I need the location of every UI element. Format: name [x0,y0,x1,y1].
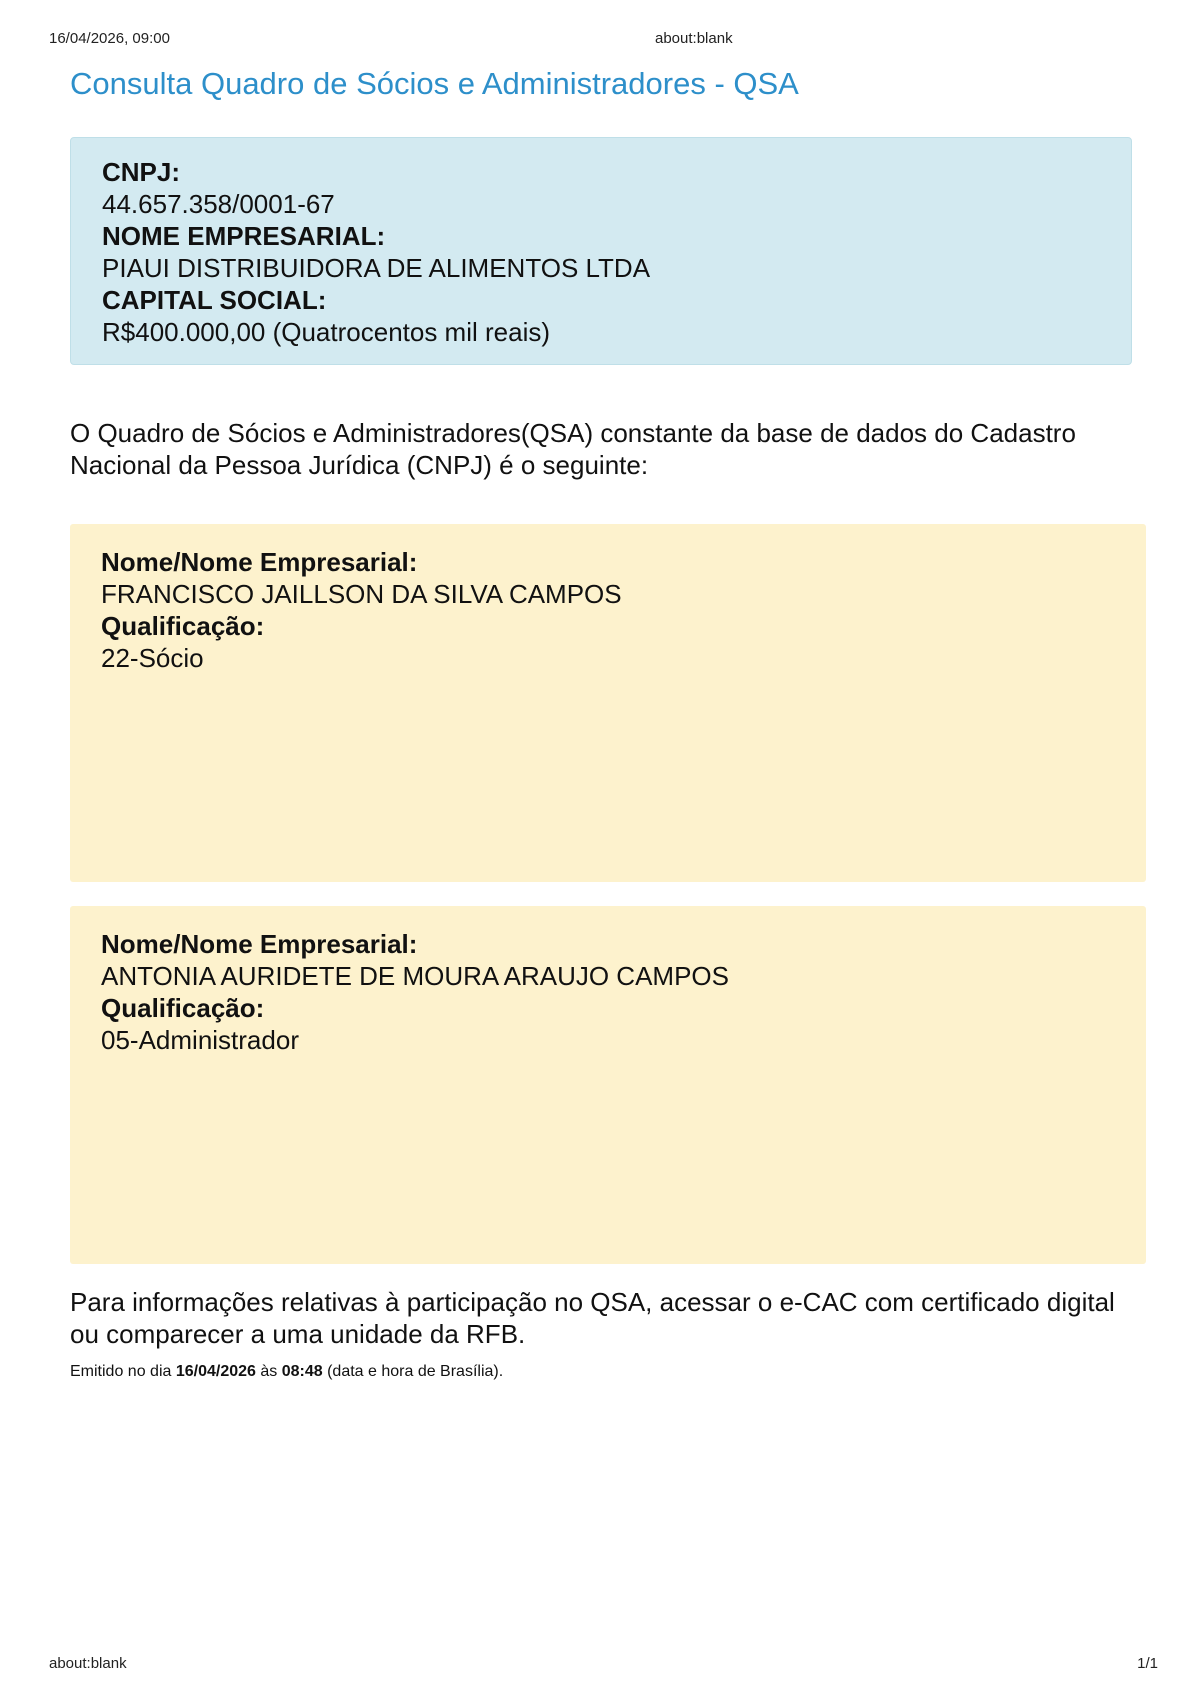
partner-card [70,524,1146,882]
page-title: Consulta Quadro de Sócios e Administradores - QSA [70,66,799,101]
partner-role-label: Qualificação: [101,611,265,641]
capital-value: R$400.000,00 (Quatrocentos mil reais) [102,317,551,347]
intro-text: O Quadro de Sócios e Administradores(QSA) constante da base de dados do Cadastro Nacional da Pessoa Jurídica (CNPJ) é o seguinte: [70,418,1076,480]
issued-date: 16/04/2026 [175,1363,256,1380]
cnpj-label: CNPJ: [102,157,181,187]
partner-role: 22-Sócio [101,643,204,673]
partner-role: 05-Administrador [101,1025,299,1055]
closing-text: Para informações relativas à participação no QSA, acessar o e-CAC com certificado digital ou comparecer a uma unidade da RFB. [70,1287,1115,1349]
issued-suffix: (data e hora de Brasília). [322,1363,504,1380]
issued-note [70,1363,503,1381]
print-footer-page-number: 1/1 [1137,1655,1158,1672]
print-header-datetime: 16/04/2026, 09:00 [49,30,170,47]
capital-label: CAPITAL SOCIAL: [102,285,327,315]
print-header-url: about:blank [655,30,733,47]
partner-card [70,906,1146,1264]
issued-time: 08:48 [281,1363,323,1380]
issued-prefix: Emitido no dia [70,1363,176,1380]
company-name-label: NOME EMPRESARIAL: [102,221,386,251]
company-name-value: PIAUI DISTRIBUIDORA DE ALIMENTOS LTDA [102,253,651,283]
partner-name: FRANCISCO JAILLSON DA SILVA CAMPOS [101,579,622,609]
company-info-box [70,137,1132,365]
partner-name: ANTONIA AURIDETE DE MOURA ARAUJO CAMPOS [101,961,729,991]
print-footer-url: about:blank [49,1655,127,1672]
issued-middle: às [255,1363,282,1380]
partner-role-label: Qualificação: [101,993,265,1023]
partner-name-label: Nome/Nome Empresarial: [101,547,418,577]
cnpj-value: 44.657.358/0001-67 [102,189,335,219]
partner-name-label: Nome/Nome Empresarial: [101,929,418,959]
